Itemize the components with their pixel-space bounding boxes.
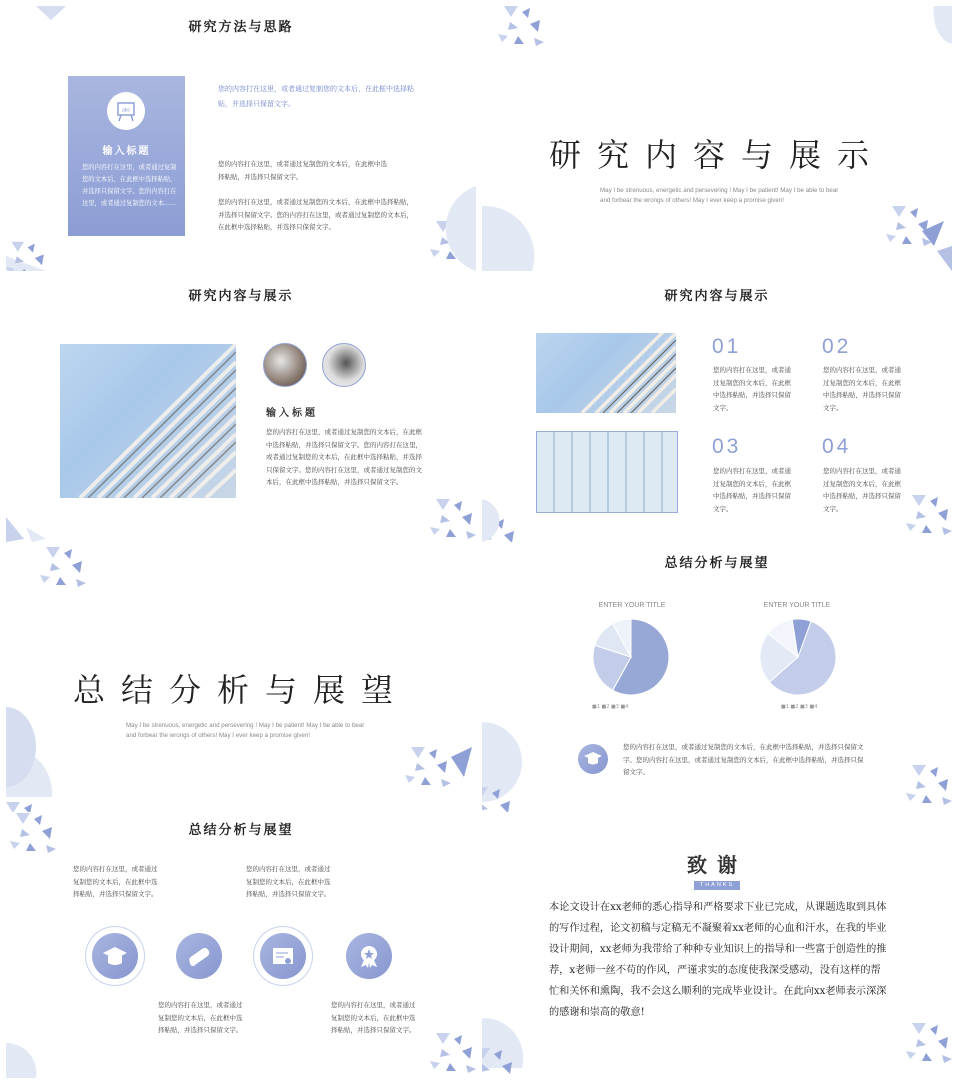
feature-card <box>68 76 185 236</box>
pie-legend-1: ■1 ■2 ■3 ■4 <box>592 704 629 710</box>
graduation-cap-icon <box>92 933 138 979</box>
blackboard-abc-icon <box>107 92 145 130</box>
certificate-icon <box>260 933 306 979</box>
paragraph-2: 您的内容打在这里，或者通过复制您的文本后，在此框中选择粘贴，并选择只保留文字。您的内容打在这里，或者通过复制您的文本后，在此框中选择粘贴，并选择只保留文字。 <box>218 198 413 231</box>
summary-text: 您的内容打在这里，或者通过复制您的文本后，在此框中选择粘贴，并选择只保留文字。您的内容打在这里，或者通过复制您的文本后，在此框中选择粘贴，并选择只保留文字。 <box>623 743 864 776</box>
pie-chart-1 <box>591 617 671 697</box>
icon-text-3: 您的内容打在这里，或者通过复制您的文本后，在此框中选择粘贴，并选择只保留文字。 <box>158 1001 243 1034</box>
pie-title-2: ENTER YOUR TITLE <box>763 602 831 609</box>
building-photo <box>60 344 236 498</box>
laptop-photo <box>263 343 307 387</box>
slide-title: 研究内容与展示 <box>188 289 294 304</box>
card-text: 您的内容打在这里，或者通过复制您的文本后，在此框中选择粘贴，并选择只保留文字。您的内容打在这里，或者通过复制您的文本...... <box>82 164 177 207</box>
slide-title: 总结分析与展望 <box>664 556 770 571</box>
slide-title: 研究方法与思路 <box>188 20 294 35</box>
icon-text-4: 您的内容打在这里，或者通过复制您的文本后，在此框中选择粘贴，并选择只保留文字。 <box>331 1001 416 1034</box>
english-quote: May I be strenuous, energetic and persevering ! May I be patient! May I be able to bear and forbear the wrongs of others! May I ever keep a promise given! <box>600 187 839 204</box>
thanks-tag: THANKS <box>694 881 740 890</box>
icon-text-1: 您的内容打在这里，或者通过复制您的文本后，在此框中选择粘贴，并选择只保留文字。 <box>73 865 158 898</box>
award-medal-icon <box>346 933 392 979</box>
item-text-02: 您的内容打在这里，或者通过复制您的文本后，在此框中选择粘贴，并选择只保留文字。 <box>823 366 901 412</box>
item-text-03: 您的内容打在这里，或者通过复制您的文本后，在此框中选择粘贴，并选择只保留文字。 <box>713 467 791 513</box>
pie-legend-2: ■1 ■2 ■3 ■4 <box>781 704 818 710</box>
slide-research-method[interactable] <box>6 6 476 271</box>
icon-text-2: 您的内容打在这里，或者通过复制您的文本后，在此框中选择粘贴，并选择只保留文字。 <box>246 865 331 898</box>
section-title: 总结分析与展望 <box>72 671 409 709</box>
slide-section-content[interactable] <box>482 6 952 271</box>
item-number-03: 03 <box>712 435 742 458</box>
slide-content-numbered[interactable] <box>482 277 952 542</box>
item-text-01: 您的内容打在这里，或者通过复制您的文本后，在此框中选择粘贴，并选择只保留文字。 <box>713 366 791 412</box>
blue-intro-text: 您的内容打在这里，或者通过复制您的文本后，在此框中选择粘贴，并选择只保留文字。 <box>218 85 414 108</box>
section-title: 研究内容与展示 <box>548 136 885 174</box>
slide-summary-icons[interactable] <box>6 813 476 1078</box>
glass-building-photo-2 <box>536 431 678 513</box>
english-quote: May I be strenuous, energetic and persevering ! May I be patient! May I be able to bear and forbear the wrongs of others! May I ever keep a promise given! <box>126 722 365 739</box>
item-number-04: 04 <box>822 435 852 458</box>
slide-thanks[interactable] <box>482 813 952 1078</box>
diploma-icon <box>176 933 222 979</box>
content-heading: 输入标题 <box>266 408 318 419</box>
paragraph-1: 您的内容打在这里，或者通过复制您的文本后，在此框中选择粘贴，并选择只保留文字。 <box>218 160 387 181</box>
content-text: 您的内容打在这里，或者通过复制您的文本后，在此框中选择粘贴，并选择只保留文字。您的内容打在这里，或者通过复制您的文本后，在此框中选择粘贴，并选择只保留文字。您的内容打在这里，或者通过复制您的文本后，在此框中选择粘贴，并选择只保留文字。 <box>266 428 422 486</box>
pie-title-1: ENTER YOUR TITLE <box>598 602 666 609</box>
thanks-text: 本论文设计在xx老师的悉心指导和严格要求下业已完成，从课题选取到具体的写作过程，论文初稿与定稿无不凝聚着xx老师的心血和汗水，在我的毕业设计期间，xx老师为我带给了种种专业知识上的指导和一些富于创造性的推荐，x老师一丝不苟的作风，严谨求实的态度使我深受感动，没有这样的帮忙和关怀和熏陶，我不会这么顺利的完成毕业设计。在此向xx老师表示深深的感谢和崇高的敬意! <box>549 902 887 1018</box>
slide-decoration <box>6 813 476 1078</box>
svg-text:abc: abc <box>121 107 131 114</box>
slide-section-summary[interactable] <box>6 547 476 812</box>
slide-content-display[interactable] <box>6 277 476 542</box>
phone-photo <box>322 343 366 387</box>
pie-chart-2 <box>758 617 838 697</box>
slide-title: 总结分析与展望 <box>188 823 294 838</box>
slide-summary-charts[interactable] <box>482 547 952 812</box>
building-photo-1 <box>536 333 676 413</box>
item-text-04: 您的内容打在这里，或者通过复制您的文本后，在此框中选择粘贴，并选择只保留文字。 <box>823 467 901 513</box>
thanks-title: 致谢 <box>687 853 747 877</box>
item-number-02: 02 <box>822 335 852 358</box>
item-number-01: 01 <box>712 335 742 358</box>
card-title: 输入标题 <box>102 146 151 157</box>
slide-title: 研究内容与展示 <box>664 289 770 304</box>
graduation-cap-icon <box>578 744 608 774</box>
